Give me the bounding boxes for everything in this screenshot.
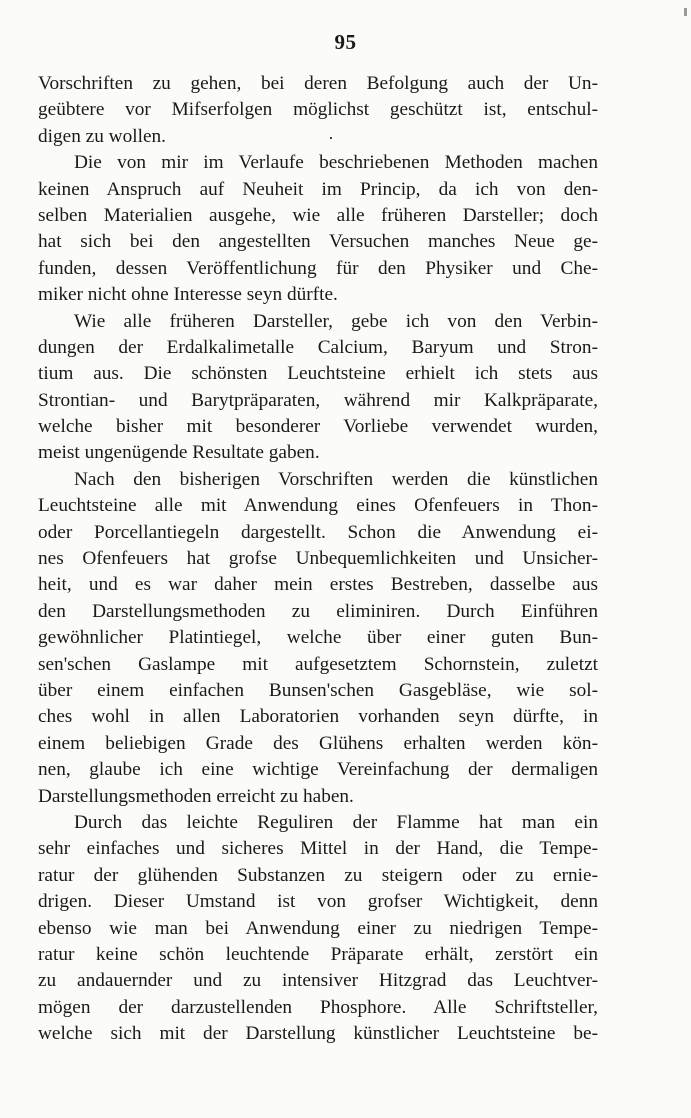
text-line: tium aus. Die schönsten Leuchtsteine erhielt ich stets aus — [38, 363, 598, 385]
text-line: oder Porcellantiegeln dargestellt. Schon die Anwendung ei- — [38, 521, 598, 543]
text-line: welche bisher mit besonderer Vorliebe verwendet wurden, — [38, 416, 598, 438]
text-line: Strontian- und Barytpräparaten, während mir Kalkpräparate, — [38, 389, 598, 411]
text-line: sen'schen Gaslampe mit aufgesetztem Schornstein, zuletzt — [38, 653, 598, 675]
body-text — [38, 71, 598, 1047]
text-line: dungen der Erdalkalimetalle Calcium, Baryum und Stron- — [38, 336, 598, 358]
text-line: Darstellungsmethoden erreicht zu haben. — [38, 785, 354, 807]
text-line: gewöhnlicher Platintiegel, welche über einer guten Bun- — [38, 627, 598, 649]
text-line: Vorschriften zu gehen, bei deren Befolgung auch der Un- — [38, 73, 598, 94]
text-line: hat sich bei den angestellten Versuchen manches Neue ge- — [38, 231, 598, 253]
text-line: nen, glaube ich eine wichtige Vereinfachung der dermaligen — [38, 759, 598, 781]
text-line: Wie alle früheren Darsteller, gebe ich von den Verbin- — [74, 310, 598, 332]
text-line: mögen der darzustellenden Phosphore. Alle Schriftsteller, — [38, 996, 598, 1018]
text-line: geübtere vor Mifserfolgen möglichst geschützt ist, entschul- — [38, 99, 598, 121]
text-line: ratur der glühenden Substanzen zu steigern oder zu ernie- — [38, 864, 598, 886]
text-line: nes Ofenfeuers hat grofse Unbequemlichkeiten und Unsicher- — [38, 548, 598, 570]
text-line: Durch das leichte Reguliren der Flamme hat man ein — [74, 811, 598, 833]
text-line: zu andauernder und zu intensiver Hitzgrad das Leuchtver- — [38, 970, 598, 992]
text-line: drigen. Dieser Umstand ist von grofser Wichtigkeit, denn — [38, 891, 598, 913]
text-line: keinen Anspruch auf Neuheit im Princip, da ich von den- — [38, 178, 598, 200]
text-line: einem beliebigen Grade des Glühens erhalten werden kön- — [38, 732, 598, 754]
text-line: heit, und es war daher mein erstes Bestreben, dasselbe aus — [38, 574, 598, 596]
text-line: sehr einfaches und sicheres Mittel in der Hand, die Tempe- — [38, 838, 598, 860]
text-line: über einem einfachen Bunsen'schen Gasgebläse, wie sol- — [38, 679, 598, 701]
text-line: meist ungenügende Resultate gaben. — [38, 442, 320, 464]
text-line: miker nicht ohne Interesse seyn dürfte. — [38, 284, 338, 306]
text-line: ebenso wie man bei Anwendung einer zu niedrigen Tempe- — [38, 917, 598, 939]
text-line: Die von mir im Verlaufe beschriebenen Methoden machen — [74, 152, 598, 174]
text-line: den Darstellungsmethoden zu eliminiren. Durch Einführen — [38, 600, 598, 622]
scan-edge-mark — [684, 8, 687, 16]
text-line: digen zu wollen. — [38, 125, 166, 147]
text-line: Nach den bisherigen Vorschriften werden die künstlichen — [74, 468, 598, 490]
text-line: funden, dessen Veröffentlichung für den Physiker und Che- — [38, 257, 598, 279]
text-line: Leuchtsteine alle mit Anwendung eines Ofenfeuers in Thon- — [38, 495, 598, 517]
page-number: 95 — [334, 30, 357, 54]
text-line: ratur keine schön leuchtende Präparate erhält, zerstört ein — [38, 943, 598, 965]
text-line: ches wohl in allen Laboratorien vorhanden seyn dürfte, in — [38, 706, 598, 728]
text-line: selben Materialien ausgehe, wie alle früheren Darsteller; doch — [38, 204, 598, 226]
text-line: welche sich mit der Darstellung künstlicher Leuchtsteine be- — [38, 1023, 598, 1045]
